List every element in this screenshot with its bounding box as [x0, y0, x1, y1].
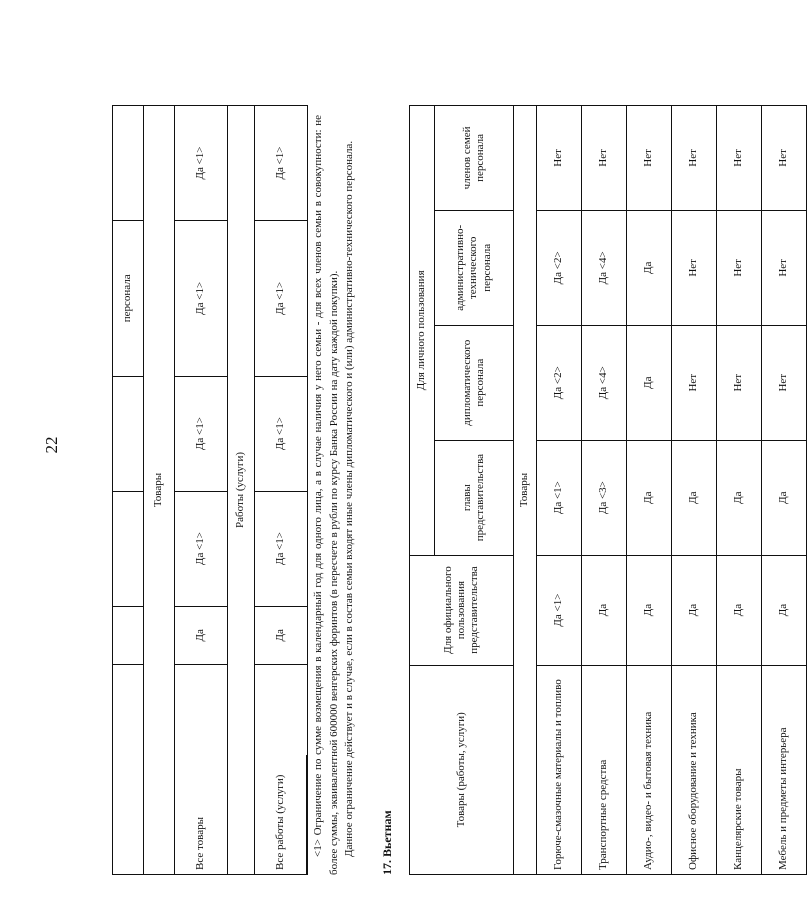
- footnote-text: <1> Ограничение по сумме возмещения в календарный год для одного лица, а в случае наличия у него семьи - для всех членов семьи в совокупности: не более суммы, эквивалентной 600000 венгерских форинтов (в пересчете в рубли по курсу Банка России на дату каждой покупки).: [312, 115, 340, 875]
- table-previous-country: [112, 105, 308, 875]
- section-label-goods: Товары: [144, 106, 175, 875]
- row-label: Транспортные средства: [582, 665, 627, 874]
- table-cell: Да <1>: [255, 106, 308, 221]
- subheader-family-members: членов семей персонала: [435, 106, 514, 211]
- table-cell-empty: [113, 491, 144, 606]
- table-row: [672, 106, 717, 875]
- row-label: Аудио-, видео- и бытовая техника: [627, 665, 672, 874]
- table-row: [537, 106, 582, 875]
- table-cell-empty: [113, 106, 144, 221]
- header-personnel: персонала: [113, 221, 144, 377]
- footnote-text: Данное ограничение действует и в случае, если в состав семьи входят иные члены дипломатического и (или) административно-технического персонала.: [343, 140, 356, 857]
- table-row: [175, 106, 228, 875]
- table-cell: Да <4>: [582, 325, 627, 440]
- row-label: Все товары: [175, 665, 228, 875]
- table-cell: Да: [582, 555, 627, 665]
- table-cell: Нет: [762, 210, 807, 325]
- table-cell: Нет: [717, 210, 762, 325]
- table-cell: Да: [717, 440, 762, 555]
- table-cell: Да: [255, 606, 308, 664]
- row-label: Канцелярские товары: [717, 665, 762, 874]
- table-cell: Да <1>: [255, 221, 308, 377]
- row-label: Все работы (услуги): [255, 665, 308, 875]
- table-cell: Да: [672, 555, 717, 665]
- section-title: 17. Вьетнам: [380, 810, 394, 875]
- table-cell: Нет: [717, 325, 762, 440]
- table-cell: Да <1>: [175, 106, 228, 221]
- table-cell: Да <1>: [255, 491, 308, 606]
- table-header-row: [113, 106, 144, 875]
- section-row-goods: [514, 106, 537, 875]
- footnote-separator: [306, 755, 307, 875]
- table-vietnam: [409, 105, 807, 875]
- table-cell: Да <1>: [537, 555, 582, 665]
- table-cell-empty: [113, 606, 144, 664]
- footnotes: [306, 115, 358, 875]
- table-cell: Да <2>: [537, 210, 582, 325]
- table-row: [627, 106, 672, 875]
- table-cell: Да: [627, 555, 672, 665]
- table-cell: Да: [717, 555, 762, 665]
- table-cell: Нет: [582, 106, 627, 211]
- table-cell: Да: [627, 325, 672, 440]
- section-label-services: Работы (услуги): [228, 106, 255, 875]
- table-row: [582, 106, 627, 875]
- table-cell: Да <1>: [175, 376, 228, 491]
- table-cell: Да <1>: [255, 376, 308, 491]
- table-cell: Да: [762, 440, 807, 555]
- table-header-row: [410, 106, 435, 875]
- table-cell: Да <4>: [582, 210, 627, 325]
- header-goods-services: Товары (работы, услуги): [410, 665, 514, 874]
- table-cell: Да: [627, 440, 672, 555]
- table-cell: Да <1>: [537, 440, 582, 555]
- table-cell: Нет: [672, 106, 717, 211]
- page-number: 22: [42, 436, 61, 454]
- table-row: [717, 106, 762, 875]
- section-row-services: [228, 106, 255, 875]
- table-row: [255, 106, 308, 875]
- table-cell: Да <3>: [582, 440, 627, 555]
- table-cell: Нет: [717, 106, 762, 211]
- table-cell-empty: [113, 376, 144, 491]
- table-cell: Да: [627, 210, 672, 325]
- table-cell: Да: [762, 555, 807, 665]
- subheader-diplomatic-staff: дипломатического персонала: [435, 325, 514, 440]
- table-cell: Да <1>: [175, 491, 228, 606]
- table-cell: Да <1>: [175, 221, 228, 377]
- table-cell: Да: [672, 440, 717, 555]
- table-cell: Нет: [672, 210, 717, 325]
- table-row: [762, 106, 807, 875]
- row-label: Офисное оборудование и техника: [672, 665, 717, 874]
- table-cell: Нет: [627, 106, 672, 211]
- header-official-use: Для официального пользования представительства: [410, 555, 514, 665]
- row-label: Мебель и предметы интерьера: [762, 665, 807, 874]
- table-cell: Да: [175, 606, 228, 664]
- header-personal-use: Для личного пользования: [410, 106, 435, 556]
- table-cell: Нет: [537, 106, 582, 211]
- table-cell: Нет: [672, 325, 717, 440]
- table-cell: Да <2>: [537, 325, 582, 440]
- table-cell-empty: [113, 665, 144, 875]
- section-row-goods: [144, 106, 175, 875]
- subheader-admin-tech-staff: административно-технического персонала: [435, 210, 514, 325]
- table-cell: Нет: [762, 106, 807, 211]
- rotated-page-content: [112, 75, 790, 875]
- subheader-head-of-mission: главы представительства: [435, 440, 514, 555]
- table-cell: Нет: [762, 325, 807, 440]
- row-label: Горюче-смазочные материалы и топливо: [537, 665, 582, 874]
- section-label-goods: Товары: [514, 106, 537, 875]
